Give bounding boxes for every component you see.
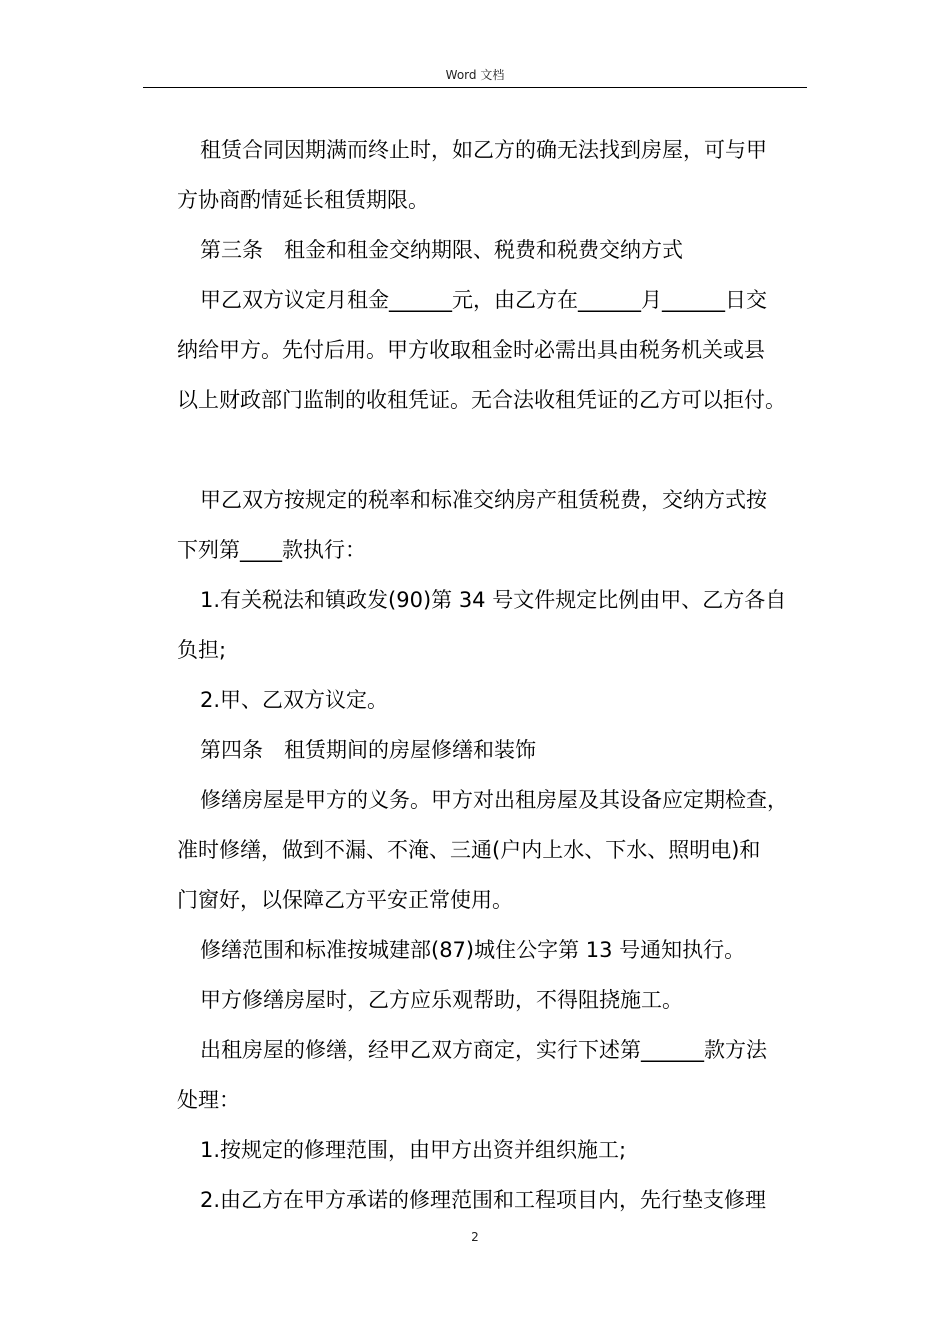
- document-body: [177, 125, 817, 1225]
- page-footer: [143, 1228, 807, 1246]
- paragraph-line: 租赁合同因期满而终止时，如乙方的确无法找到房屋，可与甲: [200, 138, 767, 162]
- paragraph-line: 方协商酌情延长租赁期限。: [177, 188, 429, 212]
- article-heading: 第四条 租赁期间的房屋修缮和装饰: [200, 738, 536, 762]
- blank-line: [177, 425, 817, 475]
- paragraph-line: 甲乙双方按规定的税率和标准交纳房产租赁税费，交纳方式按: [200, 488, 767, 512]
- paragraph-line: 负担;: [177, 638, 227, 662]
- paragraph-line: 以上财政部门监制的收租凭证。无合法收租凭证的乙方可以拒付。: [177, 388, 786, 412]
- page-number: 2: [471, 1230, 479, 1244]
- paragraph-line: 门窗好，以保障乙方平安正常使用。: [177, 888, 513, 912]
- paragraph-line: 修缮房屋是甲方的义务。甲方对出租房屋及其设备应定期检查，: [200, 788, 788, 812]
- list-item: 1.有关税法和镇政发(90)第 34 号文件规定比例由甲、乙方各自: [200, 588, 787, 612]
- page-header: [143, 66, 807, 84]
- paragraph-line: 处理：: [177, 1088, 240, 1112]
- list-item: 2.由乙方在甲方承诺的修理范围和工程项目内，先行垫支修理: [200, 1188, 767, 1212]
- paragraph-line: 下列第____款执行：: [177, 538, 366, 562]
- list-item: 1.按规定的修理范围，由甲方出资并组织施工;: [200, 1138, 627, 1162]
- paragraph-line: 修缮范围和标准按城建部(87)城住公字第 13 号通知执行。: [200, 938, 746, 962]
- list-item: 2.甲、乙双方议定。: [200, 688, 389, 712]
- article-heading: 第三条 租金和租金交纳期限、税费和税费交纳方式: [200, 238, 683, 262]
- paragraph-line: 纳给甲方。先付后用。甲方收取租金时必需出具由税务机关或县: [177, 338, 765, 362]
- paragraph-line: 出租房屋的修缮，经甲乙双方商定，实行下述第______款方法: [200, 1038, 767, 1062]
- header-title: Word 文档: [445, 68, 505, 82]
- paragraph-line: 甲乙双方议定月租金______元，由乙方在______月______日交: [200, 288, 767, 312]
- paragraph-line: 准时修缮，做到不漏、不淹、三通(户内上水、下水、照明电)和: [177, 838, 761, 862]
- paragraph-line: 甲方修缮房屋时，乙方应乐观帮助，不得阻挠施工。: [200, 988, 683, 1012]
- header-divider: [143, 87, 807, 88]
